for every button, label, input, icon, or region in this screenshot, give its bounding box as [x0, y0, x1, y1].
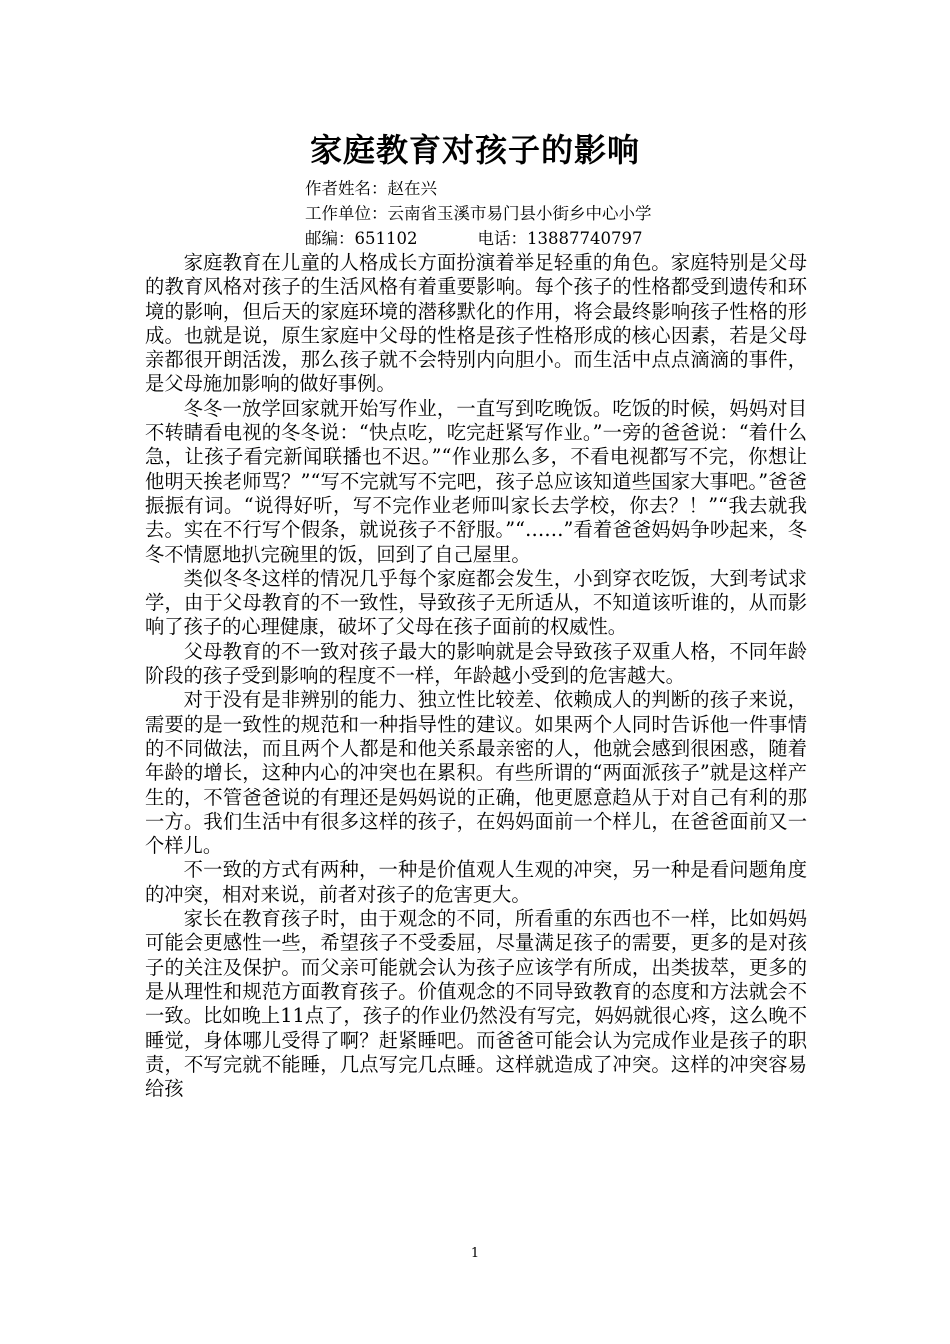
- paragraph: 冬冬一放学回家就开始写作业，一直写到吃晚饭。吃饭的时候，妈妈对目不转睛看电视的冬冬说：“快点吃，吃完赶紧写作业。”一旁的爸爸说：“着什么急，让孩子看完新闻联播也不迟。”“作业那么多，不看电视都写不完，你想让他明天挨老师骂？”“写不完就写不完吧，孩子总应该知道些国家大事吧。”爸爸振振有词。“说得好听，写不完作业老师叫家长去学校，你去？！”“我去就我去。实在不行写个假条，就说孩子不舒服。”“……”看着爸爸妈妈争吵起来，冬冬不情愿地扒完碗里的饭，回到了自己屋里。: [145, 396, 807, 566]
- paragraph: 类似冬冬这样的情况几乎每个家庭都会发生，小到穿衣吃饭，大到考试求学，由于父母教育的不一致性，导致孩子无所适从，不知道该听谁的，从而影响了孩子的心理健康，破坏了父母在孩子面前的权威性。: [145, 566, 807, 639]
- contact-line: [305, 226, 642, 252]
- paragraph: 对于没有是非辨别的能力、独立性比较差、依赖成人的判断的孩子来说，需要的是一致性的规范和一种指导性的建议。如果两个人同时告诉他一件事情的不同做法，而且两个人都是和他关系最亲密的人，他就会感到很困惑，随着年龄的增长，这种内心的冲突也在累积。有些所谓的“两面派孩子”就是这样产生的，不管爸爸说的有理还是妈妈说的正确，他更愿意趋从于对自己有利的那一方。我们生活中有很多这样的孩子，在妈妈面前一个样儿，在爸爸面前又一个样儿。: [145, 688, 807, 858]
- postcode: 邮编：651102: [305, 229, 418, 248]
- author-line: 作者姓名：赵在兴: [305, 179, 437, 198]
- paragraph: 不一致的方式有两种，一种是价值观人生观的冲突，另一种是看问题角度的冲突，相对来说，前者对孩子的危害更大。: [145, 858, 807, 906]
- page-number: 1: [470, 1246, 480, 1261]
- document-title: 家庭教育对孩子的影响: [309, 131, 640, 169]
- phone-number: 电话：13887740797: [477, 229, 643, 248]
- work-unit-line: 工作单位：云南省玉溪市易门县小街乡中心小学: [305, 204, 652, 223]
- paragraph: 家庭教育在儿童的人格成长方面扮演着举足轻重的角色。家庭特别是父母的教育风格对孩子的生活风格有着重要影响。每个孩子的性格都受到遗传和环境的影响，但后天的家庭环境的潜移默化的作用，将会最终影响孩子性格的形成。也就是说，原生家庭中父母的性格是孩子性格形成的核心因素，若是父母亲都很开朗活泼，那么孩子就不会特别内向胆小。而生活中点点滴滴的事件，是父母施加影响的做好事例。: [145, 251, 807, 396]
- paragraph: 家长在教育孩子时，由于观念的不同，所看重的东西也不一样，比如妈妈可能会更感性一些，希望孩子不受委屈，尽量满足孩子的需要，更多的是对孩子的关注及保护。而父亲可能就会认为孩子应该学有所成，出类拔萃，更多的是从理性和规范方面教育孩子。价值观念的不同导致教育的态度和方法就会不一致。比如晚上11点了，孩子的作业仍然没有写完，妈妈就很心疼，这么晚不睡觉，身体哪儿受得了啊？赶紧睡吧。而爸爸可能会认为完成作业是孩子的职责，不写完就不能睡，几点写完几点睡。这样就造成了冲突。这样的冲突容易给孩: [145, 907, 807, 1101]
- paragraph: 父母教育的不一致对孩子最大的影响就是会导致孩子双重人格，不同年龄阶段的孩子受到影响的程度不一样，年龄越小受到的危害越大。: [145, 639, 807, 688]
- article-body: [145, 251, 807, 1101]
